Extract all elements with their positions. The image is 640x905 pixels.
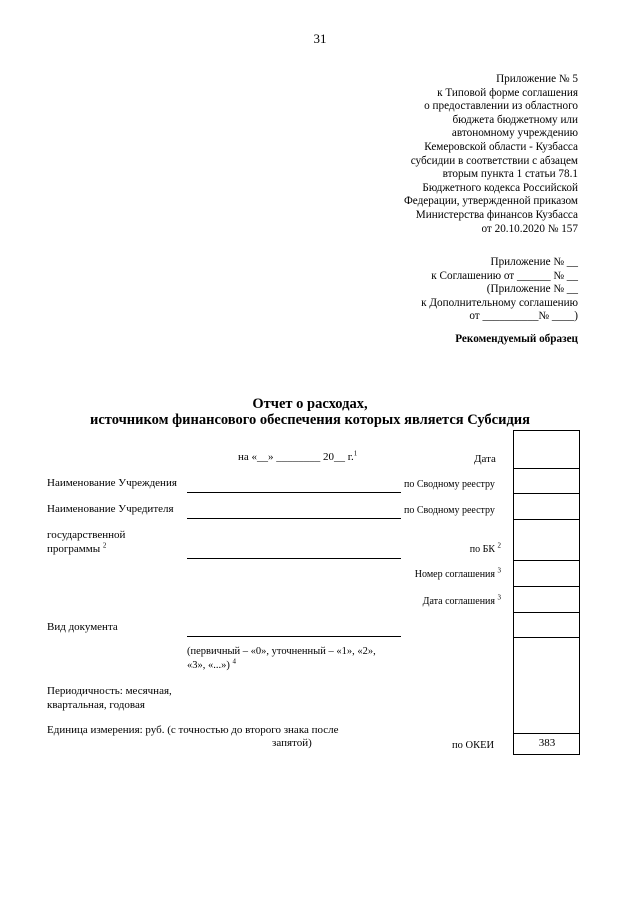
bk-label-text: по БК <box>469 544 495 555</box>
agreement-number-text: Номер соглашения <box>414 569 495 580</box>
table-row-divider <box>514 493 579 494</box>
periodicity-line-2: квартальная, годовая <box>47 699 145 711</box>
appendix-line: вторым пункта 1 статьи 78.1 <box>442 168 578 181</box>
doc-type-input-line[interactable] <box>187 636 401 637</box>
unit-line-1: Единица измерения: руб. (с точностью до второго знака после <box>47 724 339 736</box>
footnote-2: 2 <box>497 541 501 550</box>
agreement-line: к Дополнительному соглашению <box>421 296 578 309</box>
registry-label-1: по Сводному реестру <box>404 479 495 490</box>
appendix-line: Приложение № 5 <box>496 73 578 85</box>
program-label-line-2 <box>47 543 106 556</box>
registry-label-2: по Сводному реестру <box>404 505 495 516</box>
periodicity-line-1: Периодичность: месячная, <box>47 685 172 697</box>
appendix-line: Министерства финансов Кузбасса <box>415 208 578 221</box>
institution-label: Наименование Учреждения <box>47 477 177 489</box>
institution-input-line[interactable] <box>187 492 401 493</box>
doc-type-label: Вид документа <box>47 621 118 633</box>
appendix-line: субсидии в соответствии с абзацем <box>410 154 578 167</box>
table-row-divider <box>514 519 579 520</box>
table-row-divider <box>514 612 579 613</box>
footnote-4: 4 <box>232 657 236 666</box>
agreement-date-label <box>380 595 501 608</box>
founder-input-line[interactable] <box>187 518 401 519</box>
report-date-text: на «__» ________ 20__ г. <box>238 451 354 463</box>
appendix-line: от 20.10.2020 № 157 <box>481 222 578 235</box>
bk-label <box>420 543 501 556</box>
agreement-number-label <box>380 568 501 581</box>
table-row-divider <box>514 586 579 587</box>
okei-code: 383 <box>538 737 556 749</box>
appendix-line: Бюджетного кодекса Российской <box>422 181 578 194</box>
table-row-divider <box>514 637 579 638</box>
program-label-text: программы <box>47 543 101 555</box>
okei-label: по ОКЕИ <box>452 740 495 751</box>
footnote-2: 2 <box>102 541 107 550</box>
table-row-divider <box>514 560 579 561</box>
agreement-line: от __________№ ____) <box>469 310 578 323</box>
agreement-line: (Приложение № __ <box>486 283 578 296</box>
footnote-3: 3 <box>497 593 501 602</box>
codes-table <box>513 430 580 755</box>
doc-type-hint-line-2 <box>187 659 236 672</box>
appendix-line: Кемеровской области - Кузбасса <box>424 140 578 153</box>
appendix-line: о предоставлении из областного <box>424 100 578 113</box>
program-label-line-1: государственной <box>47 529 126 541</box>
doc-type-hint-text: «3», «...») <box>187 660 230 671</box>
title-line-1: Отчет о расходах, <box>252 396 368 412</box>
unit-line-2: запятой) <box>272 737 312 749</box>
page-number: 31 <box>313 31 327 46</box>
appendix-line: Федерации, утвержденной приказом <box>403 195 578 208</box>
appendix-line: к Типовой форме соглашения <box>437 86 578 99</box>
appendix-line: автономному учреждению <box>451 127 578 140</box>
appendix-line: бюджета бюджетному или <box>452 113 578 126</box>
footnote-3: 3 <box>497 566 501 575</box>
agreement-date-text: Дата соглашения <box>422 596 495 607</box>
table-row-divider <box>514 733 579 734</box>
agreement-header <box>421 256 578 324</box>
report-date-line <box>238 451 357 464</box>
report-title <box>60 396 560 428</box>
title-line-2: источником финансового обеспечения которых является Субсидия <box>90 412 530 428</box>
founder-label: Наименование Учредителя <box>47 503 174 515</box>
date-label: Дата <box>474 453 496 465</box>
agreement-line: к Соглашению от ______ № __ <box>431 269 578 282</box>
program-input-line[interactable] <box>187 558 401 559</box>
sample-label: Рекомендуемый образец <box>455 333 578 345</box>
doc-type-hint-line-1: (первичный – «0», уточненный – «1», «2», <box>187 646 376 657</box>
appendix-header <box>404 73 578 236</box>
table-row-divider <box>514 468 579 469</box>
agreement-line: Приложение № __ <box>490 256 578 268</box>
footnote-1: 1 <box>353 449 358 458</box>
